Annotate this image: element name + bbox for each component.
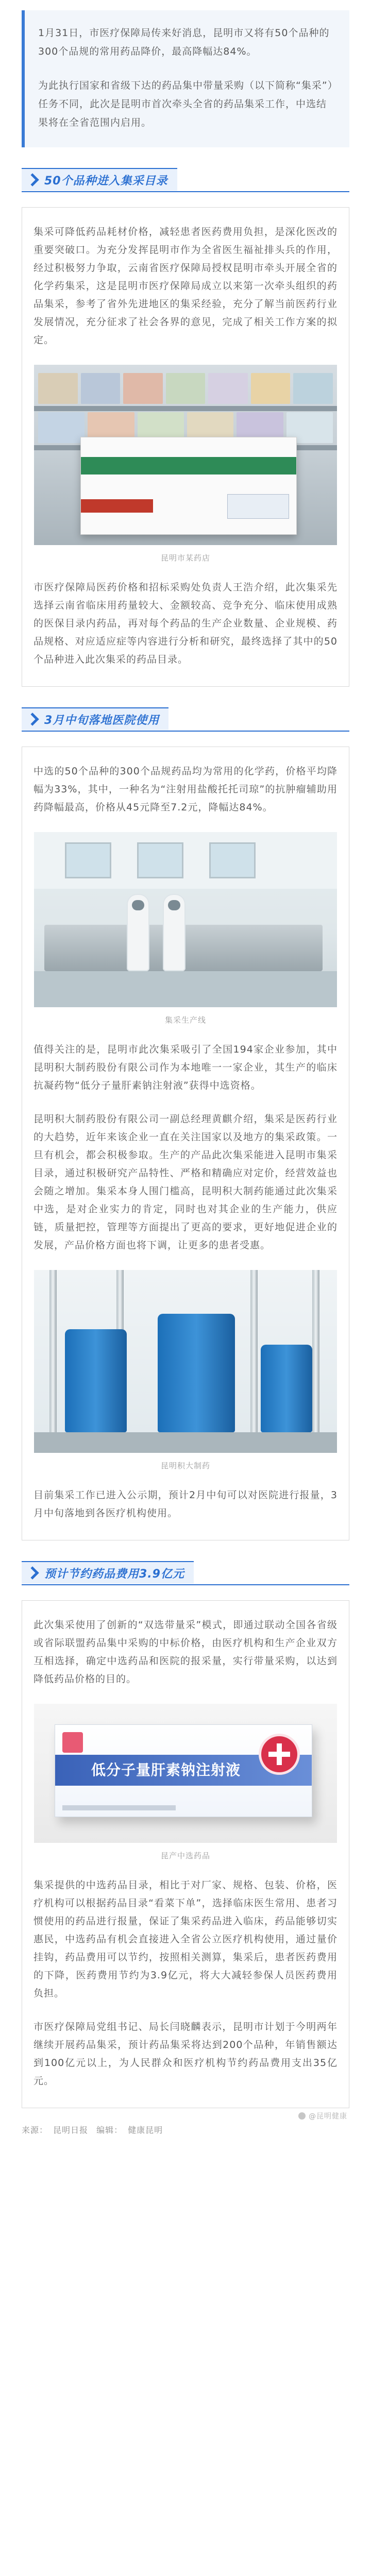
photo-caption: 昆明积大制药 — [160, 1461, 210, 1470]
drug-package — [55, 1724, 312, 1817]
section-divider — [22, 191, 349, 192]
section-header-2 — [22, 706, 349, 731]
section-body-3 — [22, 1600, 349, 2108]
section-title: 预计节约药品费用3.9亿元 — [44, 1567, 184, 1581]
medicine-box — [80, 437, 297, 535]
paragraph: 市医疗保障局医药价格和招标采购处负责人王浩介绍，此次集采先选择云南省临床用药量较大、金额较高、竞争充分、临床使用成熟的医保目录内药品，再对每个药品的生产企业数量、企业规模、药品规格、对应适应症等内容进行分析和研究，最终选择了其中的50个品种进入此次集采的药品目录。 — [33, 582, 338, 665]
chevron-right-icon — [26, 173, 39, 186]
source-label: 来源： — [22, 2125, 48, 2135]
watermark-text: @昆明健康 — [309, 2112, 347, 2121]
drug-box-photo — [34, 1704, 337, 1843]
paragraph: 昆明积大制药股份有限公司一副总经理黄麒介绍，集采是医药行业的大趋势，近年来该企业一直在关注国家以及地方的集采政策。一旦有机会，都会积极参取。生产的产品此次集采能进入昆明市集采目录，通过积极研究产品特性、严格和精确应对定价，经营效益也会随之增加。集采本身人围门槛高，昆明积大制药能通过此次集采中选，是对企业实力的肯定，同时也对其企业的生产能力，供应链，质量把控，管理等方面提出了更高的要求，更好地促进企业的发展，产品价格方面也将下调，让更多的患者受惠。 — [33, 1113, 338, 1251]
photo-caption: 昆明市某药店 — [160, 553, 210, 563]
paragraph: 此次集采使用了创新的“双选带量采”模式，即通过联动全国各省级或省际联盟药品集中采购的中标价格，由医疗机构和生产企业双方互相选择，确定中选药品和医院的报采量，实行带量采购，以达到降低药品价格的目的。 — [33, 1619, 338, 1685]
watermark — [298, 2111, 347, 2121]
photo-caption: 集采生产线 — [164, 1015, 206, 1025]
chevron-right-icon — [26, 1566, 39, 1579]
section-header-1 — [22, 167, 349, 192]
intro-paragraph-1: 1月31日，市医疗保障局传来好消息，昆明市又将有50个品种的300个品规的常用药品降价，最高降幅达84%。 — [38, 27, 330, 57]
section-tag — [22, 1561, 194, 1584]
paragraph: 集采可降低药品耗材价格，减轻患者医药费用负担，是深化医改的重要突破口。为充分发挥昆明市作为全省医生福祉排头兵的作用，经过积极努力争取，云南省医疗保障局授权昆明市牵头开展全省的化学药集采，这是昆明市医疗保障局成立以来第一次牵头组织的药品集采，参考了省外先进地区的集采经验，充分了解当前医药行业发展情况，充分征求了社会各界的意见，完成了相关工作方案的拟定。 — [33, 226, 338, 346]
paragraph: 集采提供的中选药品目录，相比于对厂家、规格、包装、价格，医疗机构可以根据药品目录“看菜下单”，选择临床医生常用、患者习惯使用的药品进行报量，保证了集采药品进入临床，药品能够切实惠民，中选药品有机会直接进入全省公立医疗机构使用，通过量价挂钩，药品费用可以节约，按照相关测算，集采后，患者医药费用的下降，医药费用节约为3.9亿元，将大大减轻参保人员医药费用负担。 — [33, 1879, 338, 1999]
paragraph: 值得关注的是，昆明市此次集采吸引了全国194家企业参加，其中昆明积大制药股份有限公司作为本地唯一一家企业，其生产的临床抗凝药物“低分子量肝素钠注射液”获得中选资格。 — [33, 1044, 338, 1091]
article-source — [22, 2124, 349, 2136]
section-title: 3月中旬落地医院使用 — [44, 714, 160, 727]
section-tag — [22, 707, 168, 730]
account-icon — [298, 2112, 306, 2120]
article — [0, 10, 371, 2136]
intro-box — [22, 10, 349, 147]
source-name: 昆明日报 — [53, 2125, 89, 2135]
section-divider — [22, 731, 349, 732]
factory-equipment-photo — [34, 1270, 337, 1453]
section-header-3 — [22, 1560, 349, 1585]
section-title: 50个品种进入集采目录 — [44, 174, 168, 188]
medical-cross-icon — [261, 1736, 297, 1772]
chevron-right-icon — [26, 713, 39, 725]
photo-caption: 昆产中选药品 — [160, 1851, 210, 1860]
editor-label: 编辑： — [96, 2125, 123, 2135]
production-line-photo — [34, 832, 337, 1007]
section-tag — [22, 168, 177, 191]
pharmacy-photo — [34, 365, 337, 545]
section-body-1 — [22, 207, 349, 687]
section-body-2 — [22, 747, 349, 1540]
editor-name: 健康昆明 — [128, 2125, 163, 2135]
intro-paragraph-2: 为此执行国家和省级下达的药品集中带量采购（以下简称“集采”）任务不同，此次是昆明市首次牵头全省的药品集采工作，中选结果将在全省范围内启用。 — [38, 80, 333, 128]
paragraph: 中选的50个品种的300个品规药品均为常用的化学药，价格平均降幅为33%，其中，一种名为“注射用盐酸托托司琼”的抗肿瘤辅助用药降幅最高，价格从45元降至7.2元，降幅达84%。 — [33, 766, 338, 813]
section-divider — [22, 1584, 349, 1585]
paragraph: 市医疗保障局党组书记、局长闫晓麟表示，昆明市计划于今明两年继续开展药品集采，预计药品集采将达到200个品种，年销售额达到100亿元以上，为人民群众和医疗机构节约药品费用支出35亿元。 — [33, 2021, 338, 2087]
drug-label: 低分子量肝素钠注射液 — [91, 1761, 241, 1778]
paragraph: 目前集采工作已进入公示期，预计2月中旬可以对医院进行报量，3月中旬落地到各医疗机构使用。 — [33, 1489, 338, 1519]
